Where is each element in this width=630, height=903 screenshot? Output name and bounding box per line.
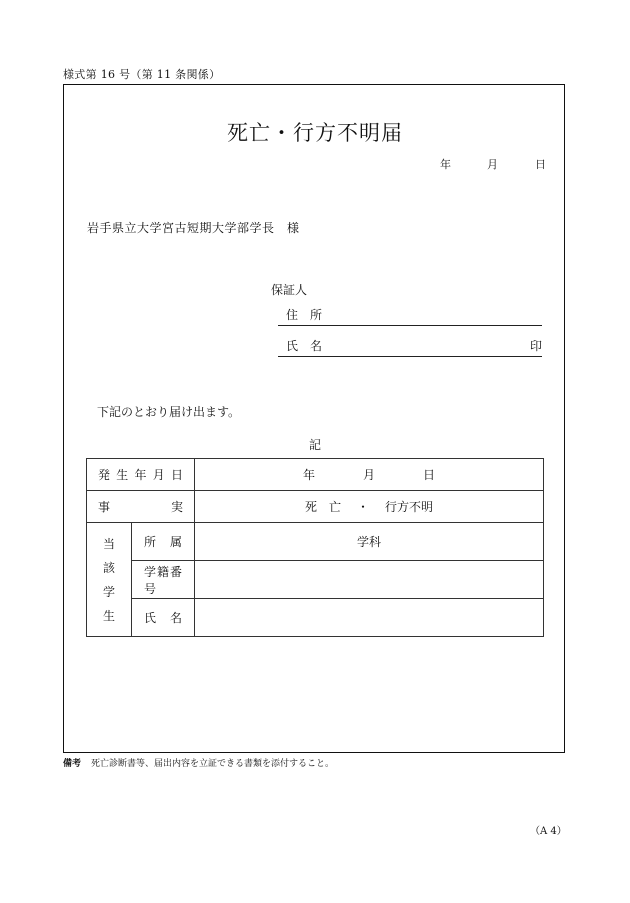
student-number-field[interactable] — [195, 561, 544, 599]
page-title: 死亡・行方不明届 — [227, 121, 403, 145]
table-row — [87, 459, 544, 491]
fact-death-option[interactable]: 死 亡 — [304, 500, 341, 514]
student-group-char: 該 — [102, 560, 115, 575]
seal-mark: 印 — [529, 339, 542, 353]
student-group-char: 生 — [102, 608, 115, 623]
occurrence-date-label: 発生年月日 — [87, 459, 195, 491]
form-number-label: 様式第 16 号（第 11 条関係） — [63, 68, 221, 81]
affiliation-field[interactable] — [195, 523, 544, 561]
student-group-char: 当 — [102, 536, 115, 551]
department-suffix: 学科 — [356, 535, 381, 549]
addressee: 岩手県立大学宮古短期大学部学長 様 — [87, 221, 300, 235]
occurrence-year-label: 年 — [302, 468, 315, 482]
guarantor-address-label: 住所 — [286, 308, 335, 322]
report-table — [86, 458, 544, 637]
fact-label: 事実 — [87, 491, 195, 523]
guarantor-heading: 保証人 — [271, 283, 308, 297]
date-month-label: 月 — [487, 158, 498, 171]
student-name-field[interactable] — [195, 599, 544, 637]
student-name-label: 氏名 — [132, 599, 195, 637]
guarantor-name-label: 氏名 — [286, 339, 335, 353]
paper-size-label: （A 4） — [530, 826, 567, 837]
fact-separator: ・ — [356, 500, 369, 514]
student-group-char: 学 — [102, 584, 115, 599]
table-row — [87, 491, 544, 523]
date-year-label: 年 — [440, 158, 451, 171]
table-row — [87, 523, 544, 561]
table-row — [87, 561, 544, 599]
intro-text: 下記のとおり届け出ます。 — [97, 405, 241, 419]
note — [63, 756, 334, 769]
note-text: 死亡診断書等、届出内容を立証できる書類を添付すること。 — [91, 759, 335, 769]
note-heading: 備考 — [63, 759, 82, 769]
occurrence-date-field[interactable] — [195, 459, 544, 491]
student-group-label — [87, 523, 132, 637]
fact-field[interactable] — [195, 491, 544, 523]
guarantor-address-field[interactable] — [278, 305, 542, 326]
table-row — [87, 599, 544, 637]
occurrence-day-label: 日 — [423, 468, 436, 482]
fact-missing-option[interactable]: 行方不明 — [385, 500, 434, 514]
student-number-label: 学籍番号 — [132, 561, 195, 599]
ki-heading: 記 — [308, 438, 321, 452]
affiliation-label: 所属 — [132, 523, 195, 561]
date-day-label: 日 — [535, 158, 546, 171]
occurrence-month-label: 月 — [362, 468, 375, 482]
guarantor-name-field[interactable] — [278, 336, 542, 357]
